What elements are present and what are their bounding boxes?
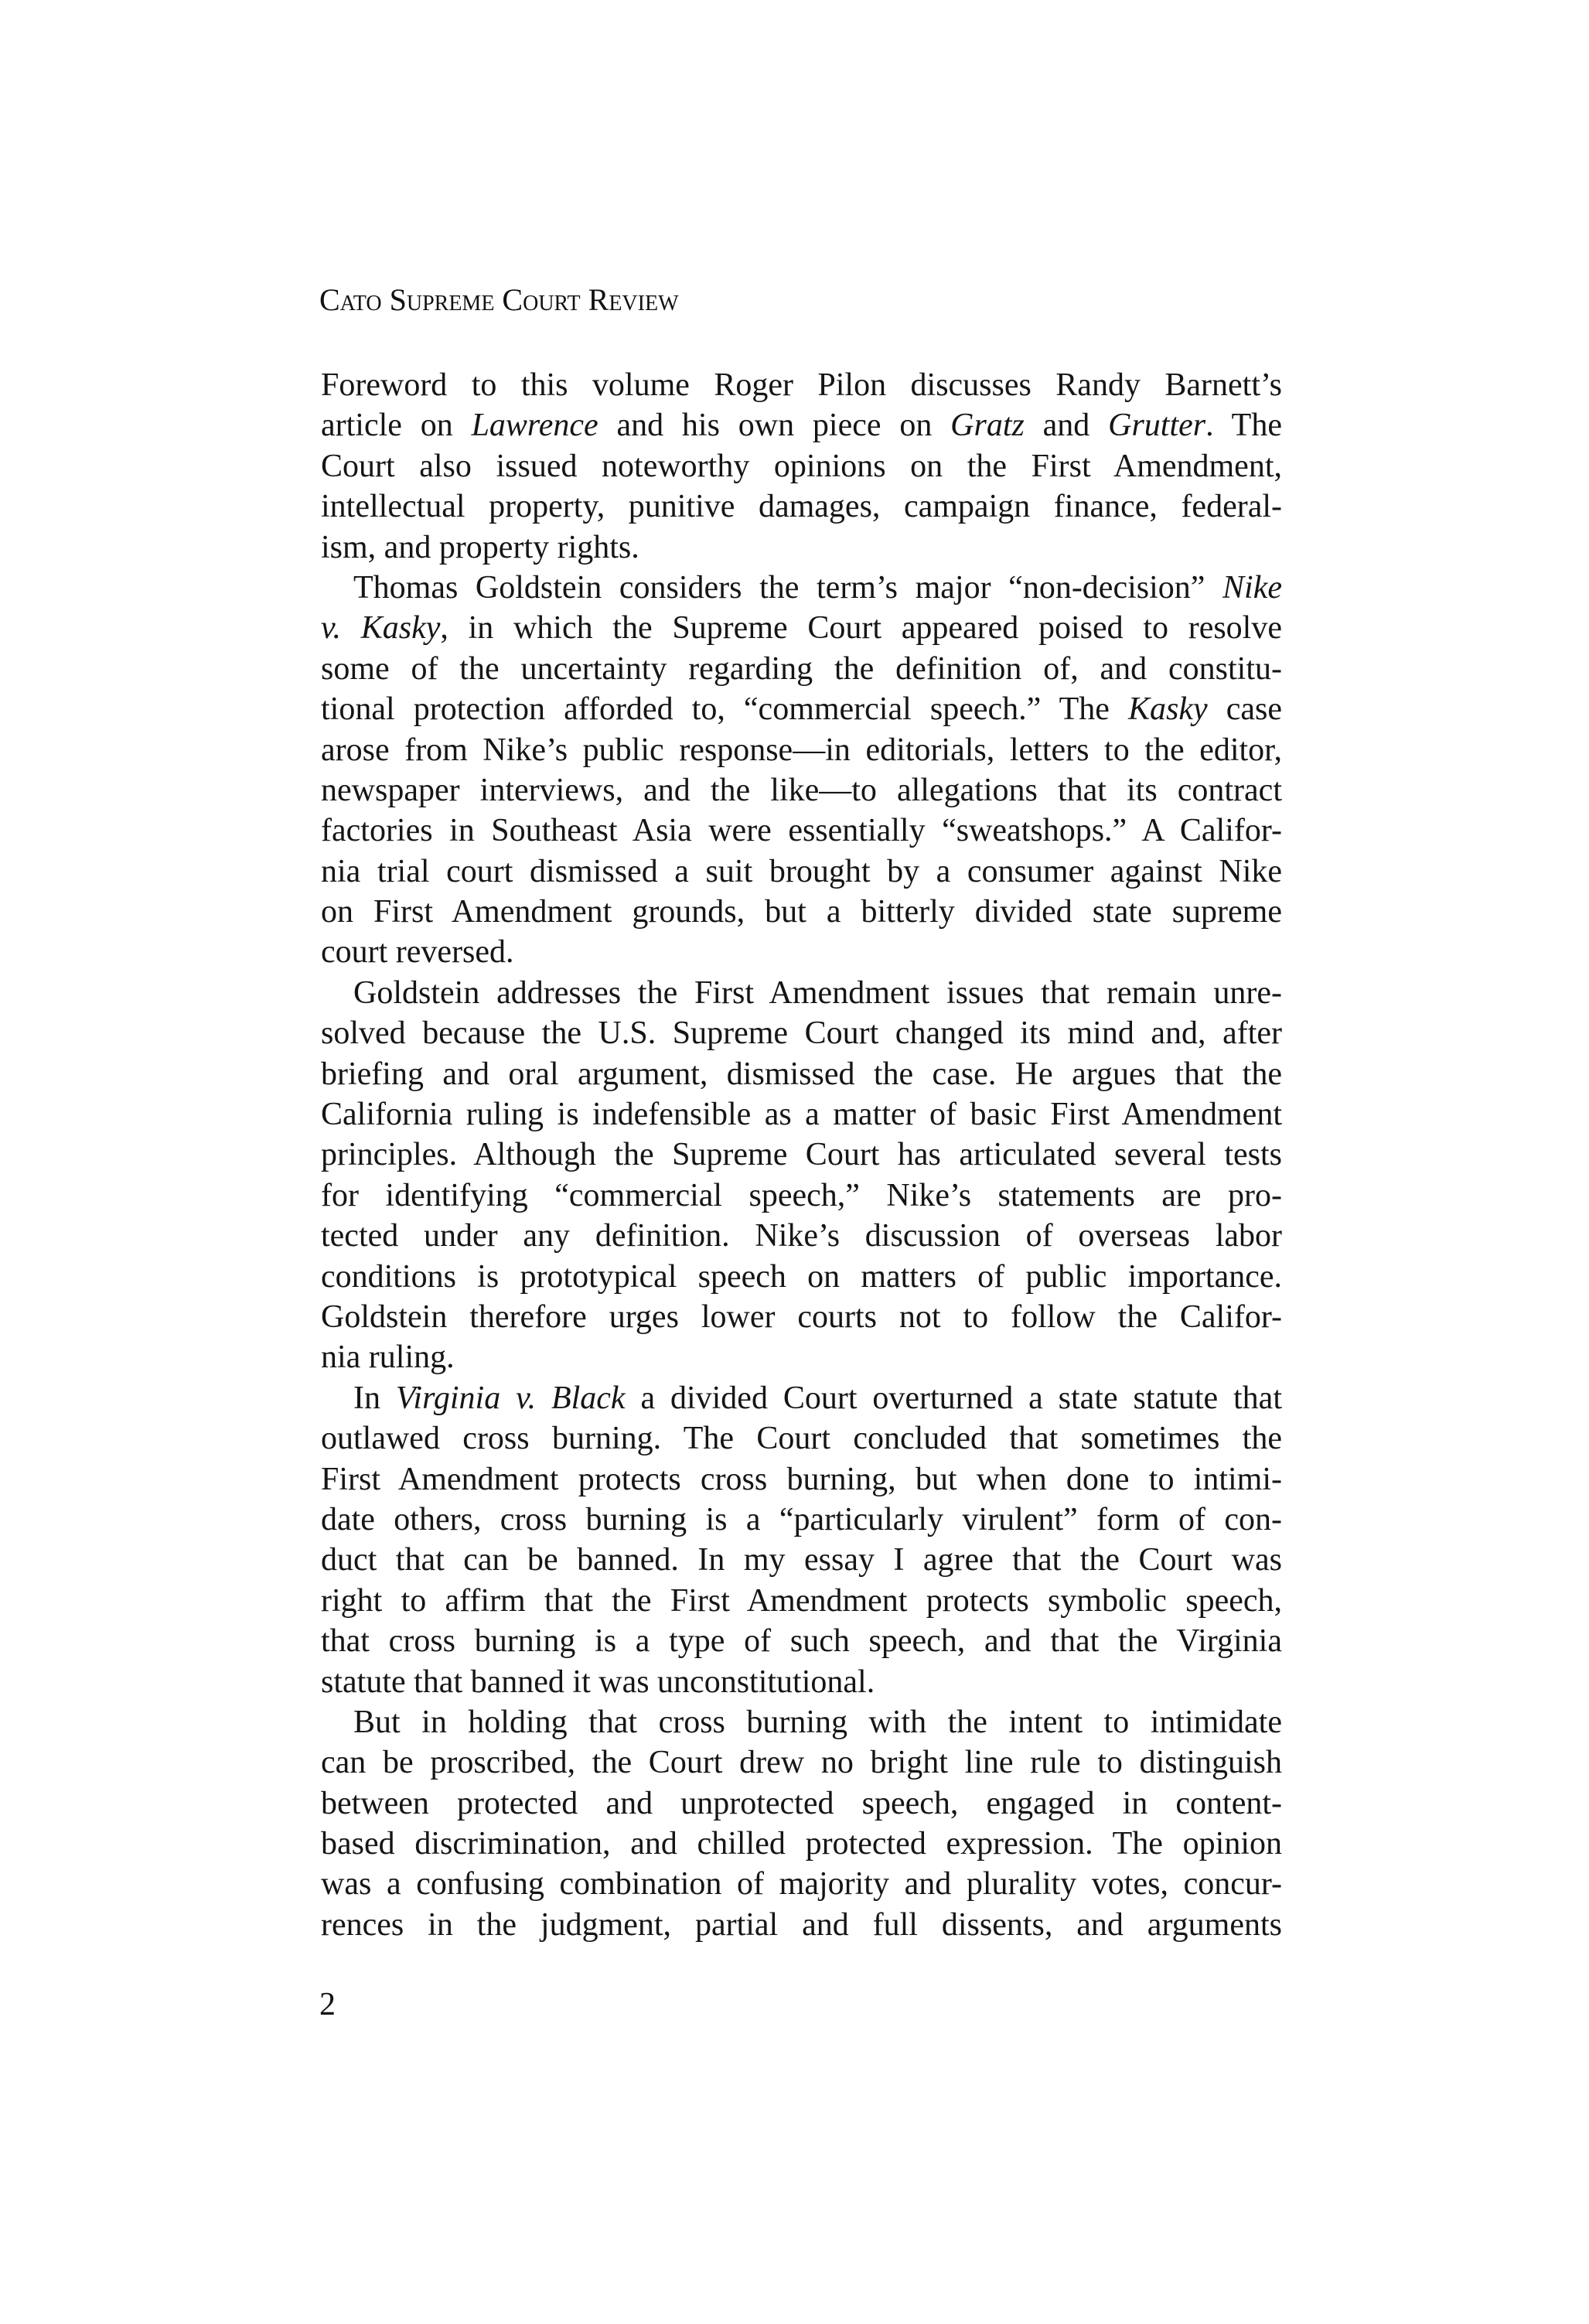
text-line (321, 1742, 1282, 1783)
text-run: some of the uncertainty regarding the definition of, and constitu- (321, 650, 1282, 687)
text-line (321, 486, 1282, 527)
text-run: between protected and unprotected speech, engaged in content- (321, 1785, 1282, 1821)
italic-case-name: Virginia v. Black (395, 1380, 626, 1416)
italic-case-name: Lawrence (471, 408, 598, 444)
text-line (321, 365, 1282, 405)
paragraph (321, 1378, 1282, 1702)
text-line (321, 1297, 1282, 1337)
text-line (321, 1216, 1282, 1256)
text-run: rences in the judgment, partial and full dissents, and arguments (321, 1906, 1282, 1943)
text-line (321, 1864, 1282, 1904)
text-line (321, 1662, 1282, 1702)
italic-case-name: Kasky (1127, 691, 1208, 728)
text-run: In (353, 1380, 396, 1416)
text-run: nia trial court dismissed a suit brought by a consumer against Nike (321, 853, 1282, 889)
text-run: statute that banned it was unconstitutional. (321, 1664, 875, 1700)
text-run: Goldstein therefore urges lower courts not to follow the Califor- (321, 1299, 1282, 1335)
text-run: But in holding that cross burning with the intent to intimidate (353, 1704, 1282, 1740)
italic-case-name: v. Kasky (321, 610, 441, 647)
text-run: for identifying “commercial speech,” Nike’s statements are pro- (321, 1177, 1282, 1213)
text-run: conditions is prototypical speech on matters of public importance. (321, 1258, 1282, 1295)
text-run: based discrimination, and chilled protected expression. The opinion (321, 1826, 1282, 1862)
text-run: Foreword to this volume Roger Pilon discusses Randy Barnett’s (321, 367, 1282, 403)
text-run: and his own piece on (598, 408, 951, 444)
text-line (321, 1702, 1282, 1742)
text-line (321, 1459, 1282, 1500)
text-run: article on (321, 408, 472, 444)
text-run: can be proscribed, the Court drew no bright line rule to distinguish (321, 1745, 1282, 1781)
italic-case-name: Gratz (950, 408, 1025, 444)
text-line (321, 1337, 1282, 1377)
text-line (321, 932, 1282, 972)
text-line (321, 689, 1282, 729)
text-line (321, 851, 1282, 892)
text-run: factories in Southeast Asia were essentially “sweatshops.” A Califor- (321, 813, 1282, 849)
text-run: ism, and property rights. (321, 529, 639, 565)
text-run: tected under any definition. Nike’s discussion of overseas labor (321, 1218, 1282, 1254)
page-number: 2 (319, 1987, 336, 2022)
text-line (321, 1054, 1282, 1094)
text-line (321, 1418, 1282, 1459)
text-line (321, 1540, 1282, 1580)
text-run: case (1207, 691, 1282, 728)
text-line (321, 608, 1282, 648)
italic-case-name: Nike (1222, 569, 1282, 606)
text-run: Thomas Goldstein considers the term’s major “non-decision” (353, 569, 1223, 606)
running-head: Cato Supreme Court Review (319, 282, 679, 317)
text-run: . The (1205, 408, 1282, 444)
text-run: arose from Nike’s public response—in editorials, letters to the editor, (321, 732, 1282, 768)
text-line (321, 1378, 1282, 1418)
text-run: right to affirm that the First Amendment protects symbolic speech, (321, 1582, 1282, 1619)
text-run: briefing and oral argument, dismissed the case. He argues that the (321, 1056, 1282, 1092)
text-line (321, 1581, 1282, 1621)
text-run: and (1024, 408, 1109, 444)
text-run: outlawed cross burning. The Court concluded that sometimes the (321, 1421, 1282, 1457)
text-run: solved because the U.S. Supreme Court changed its mind and, after (321, 1015, 1282, 1052)
text-line (321, 1176, 1282, 1216)
text-run: principles. Although the Supreme Court has articulated several tests (321, 1137, 1282, 1173)
text-line (321, 527, 1282, 568)
text-line (321, 568, 1282, 608)
text-run: that cross burning is a type of such speech, and that the Virginia (321, 1623, 1282, 1660)
paragraph (321, 973, 1282, 1378)
text-line (321, 649, 1282, 689)
paragraph (321, 1702, 1282, 1945)
text-run: Court also issued noteworthy opinions on the First Amendment, (321, 448, 1282, 484)
text-run: date others, cross burning is a “particularly virulent” form of con- (321, 1501, 1282, 1537)
italic-case-name: Grutter (1108, 408, 1206, 444)
text-line (321, 1621, 1282, 1661)
text-line (321, 1257, 1282, 1297)
text-line (321, 1094, 1282, 1135)
text-run: tional protection afforded to, “commercial speech.” The (321, 691, 1128, 728)
text-line (321, 1824, 1282, 1864)
text-run: was a confusing combination of majority and plurality votes, concur- (321, 1866, 1282, 1903)
text-line (321, 1905, 1282, 1945)
paragraph (321, 568, 1282, 973)
text-run: First Amendment protects cross burning, but when done to intimi- (321, 1461, 1282, 1497)
text-run: nia ruling. (321, 1339, 455, 1376)
paragraph (321, 365, 1282, 568)
text-line (321, 1135, 1282, 1175)
text-line (321, 1013, 1282, 1053)
text-run: , in which the Supreme Court appeared poised to resolve (440, 610, 1282, 647)
text-run: California ruling is indefensible as a matter of basic First Amendment (321, 1097, 1282, 1133)
text-line (321, 810, 1282, 851)
text-line (321, 1783, 1282, 1824)
text-run: duct that can be banned. In my essay I agree that the Court was (321, 1542, 1282, 1578)
body-text (321, 365, 1282, 1945)
text-run: a divided Court overturned a state statute that (625, 1380, 1282, 1416)
text-run: newspaper interviews, and the like—to allegations that its contract (321, 772, 1282, 808)
text-run: court reversed. (321, 934, 514, 971)
text-run: on First Amendment grounds, but a bitterly divided state supreme (321, 894, 1282, 930)
text-line (321, 973, 1282, 1013)
text-line (321, 1500, 1282, 1540)
text-line (321, 405, 1282, 445)
text-line (321, 770, 1282, 810)
text-run: intellectual property, punitive damages, campaign finance, federal- (321, 489, 1282, 525)
text-line (321, 730, 1282, 770)
text-line (321, 892, 1282, 932)
text-line (321, 446, 1282, 486)
text-run: Goldstein addresses the First Amendment issues that remain unre- (353, 974, 1282, 1011)
